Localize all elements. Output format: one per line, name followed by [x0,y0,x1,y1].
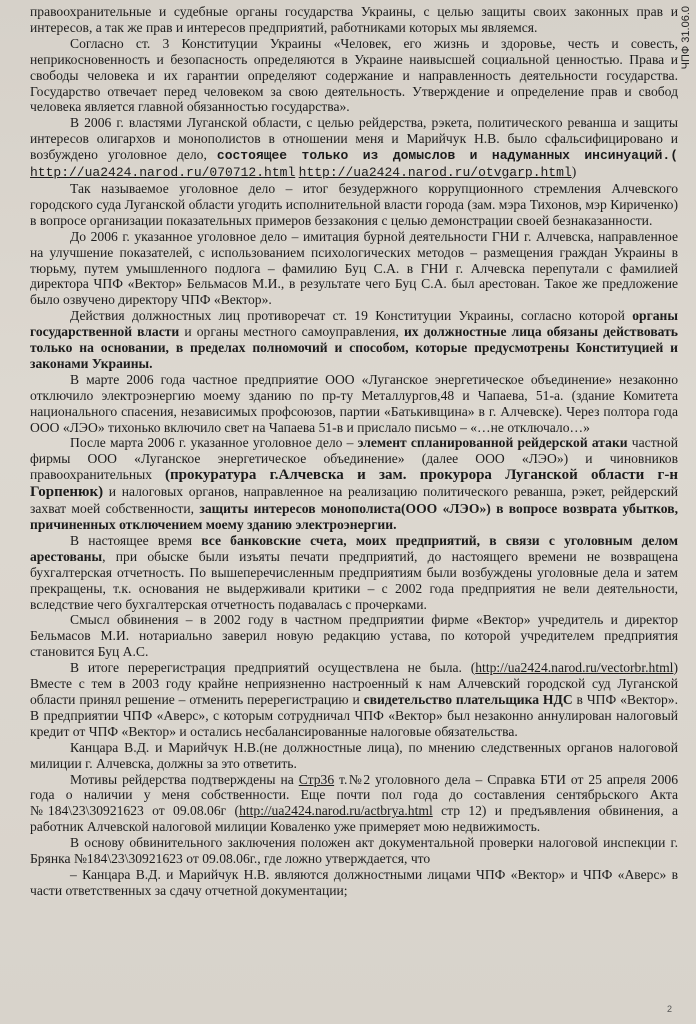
paragraph [30,835,678,867]
text-run: правоохранительные и судебные органы государства Украины, с целью защиты своих законных прав и интересов, а так же прав и интересов предприятий, работниками которых мы являемся. [30,4,678,35]
text-run: ) Вместе с тем в 2003 году крайне неприязненно настроенный к нам Алчевский городской суд Луганской области принял решение – отменить перерегистрацию и [30,660,678,707]
text-run: в ЧПФ «Вектор». В предприятии ЧПФ «Аверс», с которым сотрудничал ЧПФ «Вектор» был незаконно аннулирован налоговый кредит от ЧПФ «Вектор» и остались несбалансированные налоговые обязательства. [30,691,678,739]
paragraph [30,660,678,740]
text-run: ) [571,164,577,180]
text-run: органы государственной власти [30,308,678,340]
text-run: В основу обвинительного заключения положен акт документальной проверки налоговой инспекции г. Брянка №184\23\30921623 от 09.08.06г., где ложно утверждается, что [30,835,678,867]
text-run: Смысл обвинения – в 2002 году в частном предприятии фирме «Вектор» учредитель и директор Бельмасов М.И. нотариально заверил новую редакцию устава, по которой учредителем предприятия становится Буц А.С. [30,612,678,660]
paragraph [30,36,678,116]
text-run: и налоговых органов, направленное на реализацию политического реванша, рэкет, рейдерский захват моей собственности, [30,484,678,517]
side-stamp: ЧПФ 31.06.0 [680,6,692,70]
text-run: Стр36 [298,771,335,787]
paragraph [30,115,678,181]
paragraph [30,229,678,309]
text-run: их должностные лица обязаны действовать только на основании, в пределах полномочий и способом, которые предусмотрены Конституцией и законами Украины. [30,324,678,371]
text-run: После марта 2006 г. указанное уголовное дело – [70,435,358,451]
text-run: В настоящее время [70,532,202,548]
text-run: Канцара В.Д. и Марийчук Н.В.(не должностные лица), по мнению следственных органов налоговой милиции г. Алчевска, должны за это ответить. [30,739,678,771]
text-run: элемент спланированной рейдерской атаки [357,435,628,451]
text-run: все банковские счета, моих предприятий, в связи с уголовным делом арестованы [30,532,678,564]
text-run: Так называемое уголовное дело – итог безудержного коррупционного стремления Алчевского городского суда Луганской области угодить исполнительной власти города (зам. мэра Тихонов, мэр Кириченко) в вопросе организации показательных примеров беззакония с целью демонстрации своей безнаказанности. [30,180,678,228]
paragraph [30,372,678,436]
paragraph [30,181,678,229]
text-run: т.№2 уголовного дела – Справка БТИ от 25 апреля 2006 года о наличии у меня собственности. Еще почти пол года до составления сентябрьского Акта №184\23\30921623 от 09.08.06г ( [30,771,679,819]
text-run: состоящее только из домыслов и надуманных инсинуаций.( [216,148,678,164]
paragraph [30,308,678,372]
text-run: свидетельство плательщика НДС [363,691,573,707]
text-run: , при обыске были изъяты печати предприятий, до настоящего времени не возвращена бухгалтерская отчетность. По вышеперечисленным предприятиям были возбуждены уголовные дела и затем прекращены, т.к. основания не выдерживали критики – с 2002 года предприятия не вели деятельности, вследствие чего бухгалтерская отчетность подавалась с прочерками. [30,548,678,612]
url-link[interactable]: http://ua2424.narod.ru/070712.html [30,165,296,181]
text-run: частной фирмы ООО «Луганское энергетическое объединение» (далее ООО «ЛЭО») и чиновников правоохранительных [30,435,678,483]
text-run: Мотивы рейдерства подтверждены на [70,771,299,787]
text-run: защиты интересов монополиста(ООО «ЛЭО») в вопросе возврата убытков, причиненных отключением моему зданию электроэнергии. [30,501,678,532]
paragraph [30,612,678,660]
text-run: До 2006 г. указанное уголовное дело – имитация бурной деятельности ГНИ г. Алчевска, направленное на улучшение показателей, с использованием психологических методов – размещения граждан Украины в тюрьму, путем умышленного подлога – фамилию Буц С.А. в ГНИ г. Алчевска перепутали с фамилией директора ЧПФ «Вектор» Бельмасов М.И., в результате чего Буц С.А. был арестован. Такое же предложение было озвучено директору ЧПФ «Вектор». [30,228,678,308]
text-run: Действия должностных лиц противоречат ст. 19 Конституции Украины, согласно которой [70,308,633,324]
text-run: – Канцара В.Д. и Марийчук Н.В. являются должностными лицами ЧПФ «Вектор» и ЧПФ «Аверс» в части ответственных за сдачу отчетной документации; [30,866,678,898]
paragraph [30,740,678,772]
url-link[interactable]: http://ua2424.narod.ru/vectorbr.html [475,660,674,676]
text-run: Согласно ст. 3 Конституции Украины «Человек, его жизнь и здоровье, честь и совесть, неприкосновенность и безопасность определяются в Украине наивысшей социальной ценностью. Права и свободы человека и их гарантии определяют содержание и направленность деятельности государства. Государство отвечает перед человеком за свою деятельность. Утверждение и определение прав и свобод человека является главной обязанностью государства». [30,35,678,115]
paragraph [30,4,678,36]
paragraph [30,867,678,899]
page-number: 2 [666,1004,672,1014]
paragraph [30,435,678,532]
text-run: и органы местного самоуправления, [179,324,404,340]
text-run: В итоге перерегистрация предприятий осуществлена не была. ( [70,660,476,676]
document-body [30,4,678,899]
url-link[interactable]: http://ua2424.narod.ru/actbrya.html [239,803,433,819]
text-run: стр 12) и предъявления обвинения, а работник Алчевской налоговой милиции Коваленко уже примеряет мою недвижимость. [30,803,678,835]
paragraph [30,772,678,836]
text-run: В 2006 г. властями Луганской области, с целью рейдерства, рэкета, политического реванша и защиты интересов олигархов и монополистов в отношении меня и Марийчук Н.В. было сфальсифицировано и возбуждено уголовное дело, [30,115,678,163]
text-run: В марте 2006 года частное предприятие ООО «Луганское энергетическое объединение» незаконно отключило электроэнергию моему зданию по пр-ту Металлургов,48 и Чапаева, 51-а. (здание Комитета национального спасения, независимых профсоюзов, партии «Батькивщина» в г. Алчевске). Через полтора года ООО «ЛЭО» тихонько включило свет на Чапаева 51-в и прислало письмо – «…не отключало…» [30,371,678,435]
url-link[interactable]: http://ua2424.narod.ru/otvgarp.html [298,165,572,181]
text-run: (прокуратура г.Алчевска и зам. прокурора Луганской области г-н Горпенюк) [30,467,678,501]
paragraph [30,533,678,613]
